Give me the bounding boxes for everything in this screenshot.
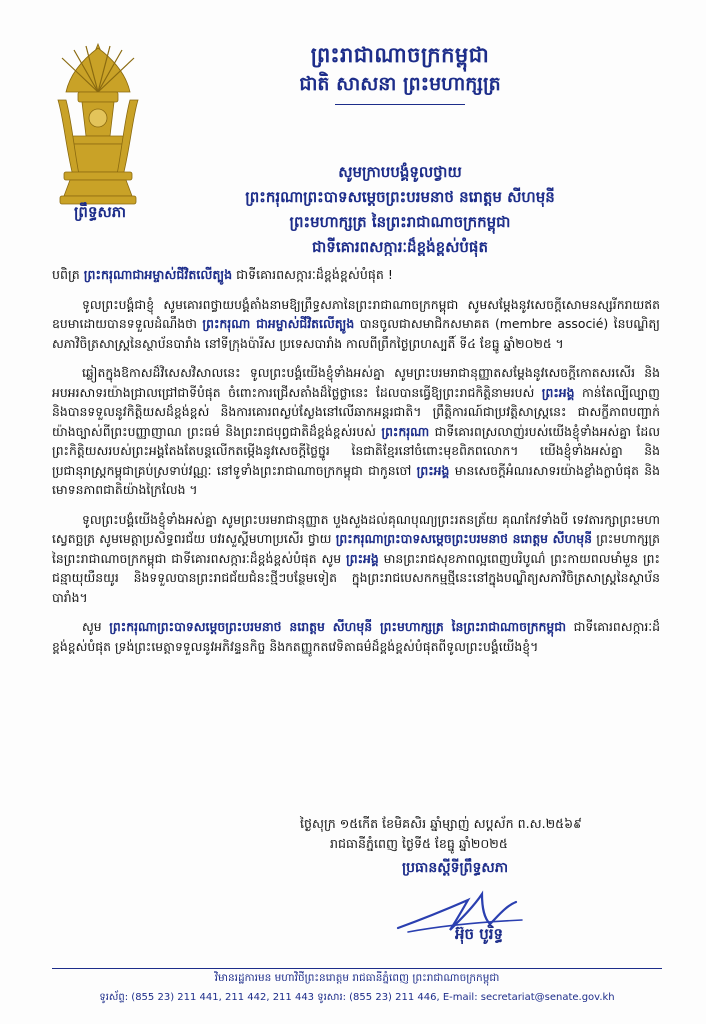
- salutation-prefix: បពិត្រ: [52, 267, 80, 282]
- motto-heading: ជាតិ សាសនា ព្រះមហាក្សត្រ: [299, 73, 501, 95]
- p2-name-1: ព្រះអង្គ: [541, 384, 575, 400]
- title-line-4: ជាទីគោរពសក្ការៈដ៏ខ្ពង់ខ្ពស់បំផុត: [312, 238, 488, 256]
- paragraph-2: [52, 363, 660, 500]
- title-line-1: សូមក្រាបបង្គំទូលថ្វាយ: [338, 163, 462, 181]
- p2-text-c: ជាទីគោរពស្រលាញ់របស់យើងខ្ញុំទាំងអស់គ្នា ដែលព្រះកិត្តិយសរបស់ព្រះអង្គតែងតែបន្តលើកតម្កើងនូវសេចក្តីថ្លៃថ្នូរ នៃជាតិខ្មែរនៅចំពោះមុខពិភពលោក។ យើងខ្ញុំទាំងអស់គ្នា និងប្រជានុរាស្ត្រកម្ពុជាគ្រប់ស្រទាប់វណ្ណៈ នៅទូទាំងព្រះរាជាណាចក្រកម្ពុជា ជាកូនចៅ: [52, 423, 660, 478]
- date-block: [300, 814, 670, 854]
- p3-name-2: ព្រះអង្គ: [346, 550, 379, 566]
- footer-address: វិមានរដ្ឋការមន មហាវិថីព្រះនរោត្តម រាជធានីភ្នំពេញ ព្រះរាជាណាចក្រកម្ពុជា: [214, 972, 500, 984]
- lunar-date: ថ្ងៃសុក្រ ១៥កើត ខែមិគសិរ ឆ្នាំម្សាញ់ សប្តស័ក ព.ស.២៥៦៩: [300, 816, 582, 831]
- p3-text-c: មានព្រះរាជសុខភាពល្អពេញបរិបូណ៌ ព្រះកាយពលមាំមួន ព្រះជន្មាយុយឺនយូរ និងទទួលបានព្រះរាជជ័យជំនះថ្មីៗបន្ថែមទៀត ក្នុងព្រះរាជបេសកកម្មថ្មីនេះនៅក្នុងបណ្ឌិត្យសភាវិចិត្រសាស្ត្រនៃស្ថាប័នបារាំង។: [52, 550, 660, 605]
- address-title: [150, 160, 650, 260]
- paragraph-4: [52, 617, 660, 656]
- p2-text-d: មានសេចក្តីអំណរសាទរយ៉ាងខ្លាំងក្លាបំផុត និងមោទនភាពជាតិយ៉ាងក្រៃលែង ។: [52, 462, 660, 497]
- p2-name-2: ព្រះករុណា: [381, 423, 430, 439]
- kingdom-heading: ព្រះរាជាណាចក្រកម្ពុជា: [310, 43, 490, 67]
- p1-text-a: ទូលព្រះបង្គំជាខ្ញុំ សូមគោរពថ្វាយបង្គំតាំងនាមឱ្យព្រឹទ្ធសភានៃព្រះរាជាណាចក្រកម្ពុជា សូមសម្តែងនូវសេចក្តីសោមនស្សរីករាយឥតឧបមាដោយបានទទួលដំណឹងថា: [52, 296, 660, 331]
- salutation: [52, 265, 660, 285]
- p1-text-b: បានចូលជាសមាជិកសមាគត (membre associé) នៃបណ្ឌិត្យសភាវិចិត្រសាស្ត្រនៃស្ថាប័នបារាំង នៅទីក្រុងប៉ារីស ប្រទេសបារាំង កាលពីព្រឹកថ្ងៃព្រហស្បតិ៍ ទី៤ ខែធ្នូ ឆ្នាំ២០២៥ ។: [52, 316, 660, 351]
- signer-title: ប្រធានស្តីទីព្រឹទ្ធសភា: [402, 860, 509, 876]
- p4-text-a: សូម: [82, 619, 102, 634]
- p1-name: ព្រះករុណា ជាអម្ចាស់ជីវិតលើត្បូង: [202, 316, 355, 331]
- p4-name: ព្រះករុណាព្រះបាទសម្តេចព្រះបរមនាថ នរោត្តម សីហមុនី ព្រះមហាក្សត្រ នៃព្រះរាជាណាចក្រកម្ពុជា: [109, 619, 567, 634]
- royal-emblem-icon: [52, 40, 144, 210]
- paragraph-1: [52, 295, 660, 354]
- p3-name-1: ព្រះករុណាព្រះបាទសម្តេចព្រះបរមនាថ នរោត្តម សីហមុនី: [335, 531, 593, 546]
- header-divider: [335, 104, 465, 105]
- footer-contact: ទូរស័ព្ទ: (855 23) 211 441, 211 442, 211 443 ទូរសារ: (855 23) 211 446, E-mail: secretariat@senate.gov.kh: [99, 992, 615, 1003]
- letter-body: [52, 265, 660, 666]
- paragraph-3: [52, 510, 660, 608]
- p2-text-a: ឆ្លៀតក្នុងឱកាសដ៏វិសេសវិសាលនេះ ទូលព្រះបង្គំយើងខ្ញុំទាំងអស់គ្នា សូមព្រះបរមរាជានុញ្ញាតសម្តែងនូវសេចក្តីកោតសរសើរ និងអបអរសាទរយ៉ាងជ្រាលជ្រៅជាទីបំផុត ចំពោះការជ្រើសតាំងដ៏ថ្លៃថ្លានេះ ដែលបានធ្វើឱ្យព្រះរាជកិត្តិនាមរបស់: [52, 365, 660, 400]
- salutation-suffix: ជាទីគោរពសក្ការៈដ៏ខ្ពង់ខ្ពស់បំផុត !: [236, 267, 393, 282]
- salutation-name: ព្រះករុណាជាអម្ចាស់ជីវិតលើត្បូង: [83, 267, 233, 282]
- title-line-2: ព្រះករុណាព្រះបាទសម្តេចព្រះបរមនាថ នរោត្តម សីហមុនី: [245, 188, 555, 206]
- title-line-3: ព្រះមហាក្សត្រ នៃព្រះរាជាណាចក្រកម្ពុជា: [289, 213, 511, 231]
- p2-text-b: កាន់តែល្បីល្បាញ និងបានទទួលនូវកិត្តិយសដ៏ខ្ពង់ខ្ពស់ និងការគោរពស្ងប់ស្ងែងនៅលើឆាកអន្តរជាតិ។ ព្រឹត្តិការណ៍ជាប្រវត្តិសាស្ត្រនេះ ជាសក្ខីភាពបញ្ជាក់យ៉ាងច្បាស់ពីព្រះបញ្ញាញាណ ព្រះធម៌ និងព្រះរាជបុព្វជាតិដ៏ខ្ពង់ខ្ពស់របស់: [52, 384, 660, 439]
- signer-name: អ៊ុច បូរិទ្ធ: [455, 925, 504, 943]
- solar-date: រាជធានីភ្នំពេញ ថ្ងៃទី៥ ខែធ្នូ ឆ្នាំ២០២៥: [330, 836, 508, 851]
- p3-text-b: ព្រះមហាក្សត្រនៃព្រះរាជាណាចក្រកម្ពុជា ជាទីគោរពសក្ការៈដ៏ខ្ពង់ខ្ពស់បំផុត សូម: [52, 531, 660, 566]
- p3-text-a: ទូលព្រះបង្គំយើងខ្ញុំទាំងអស់គ្នា សូមព្រះបរមរាជានុញ្ញាត បួងសួងដល់គុណបុណ្យព្រះរតនត្រ័យ គុណកែវទាំងបី ទេវតារក្សាព្រះមហាស្វេតច្ឆត្រ សូមមេត្តាប្រសិទ្ធពរជ័យ បវរសួស្តីមហាប្រសើរ ថ្វាយ: [52, 511, 660, 546]
- p2-name-3: ព្រះអង្គ: [416, 462, 450, 478]
- p4-text-b: ជាទីគោរពសក្ការៈដ៏ខ្ពង់ខ្ពស់បំផុត ទ្រង់ព្រះមេត្តាទទួលនូវអភិវន្ទនកិច្ច និងកតញ្ញូកតវេទិតាធម៌ដ៏ខ្ពង់ខ្ពស់បំផុតពីទូលព្រះបង្គំយើងខ្ញុំ។: [52, 619, 660, 654]
- footer-divider: [52, 968, 662, 969]
- senate-label: ព្រឹទ្ធសភា: [73, 203, 127, 221]
